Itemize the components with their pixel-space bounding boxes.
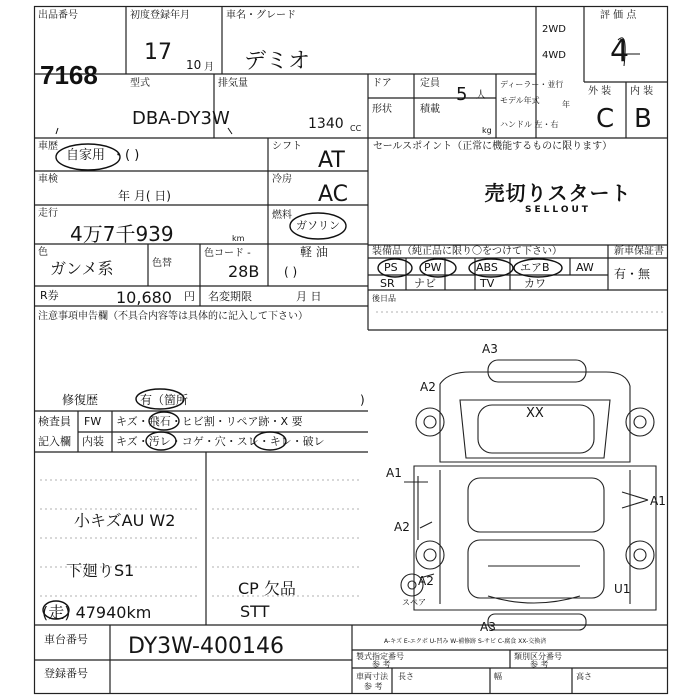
capacity-unit: 人 bbox=[476, 90, 486, 101]
inspector-row2: キズ・汚レ・コゲ・穴・スレ・キレ・破レ bbox=[116, 435, 325, 448]
note-missing-part: CP 欠品 bbox=[238, 579, 296, 598]
inspector-row1: キズ・飛石・ヒビ割・リペア跡・X 要 bbox=[116, 415, 303, 428]
recycle-yen: 円 bbox=[184, 290, 195, 303]
vehicle-dims-label: 車両寸法 bbox=[356, 672, 388, 681]
class-number-label: 類別区分番号 bbox=[514, 652, 562, 661]
note-stt: STT bbox=[240, 602, 270, 621]
sellout-stamp-en: SELLOUT bbox=[525, 205, 591, 215]
registration-number-label: 登録番号 bbox=[44, 667, 88, 680]
inspector-row2-head: 内装 bbox=[82, 435, 104, 448]
equip-abs: ABS bbox=[476, 261, 498, 274]
inspector-row1-head: FW bbox=[84, 415, 102, 428]
car-name: デミオ bbox=[244, 49, 311, 74]
sellout-stamp-text: 売切りスタート bbox=[484, 181, 632, 205]
shaken-label: 車検 bbox=[38, 174, 58, 185]
name-change-date: 月 日 bbox=[296, 290, 322, 303]
lot-number-label: 出品番号 bbox=[38, 10, 78, 21]
color-code-label: 色コード - bbox=[204, 248, 251, 259]
mileage: 4万7千939 bbox=[70, 222, 174, 246]
registration-year: 17 bbox=[144, 40, 172, 65]
load-unit: kg bbox=[482, 126, 492, 135]
inspector-label: 検査員 bbox=[38, 415, 71, 428]
recycle-fee: 10,680 bbox=[116, 288, 172, 307]
shaken-date: 年 月( 日) bbox=[118, 189, 171, 203]
load-label: 積載 bbox=[420, 104, 440, 115]
overall-score: 4 bbox=[610, 34, 630, 69]
sellout-stamp bbox=[478, 181, 638, 221]
equip-tv: TV bbox=[480, 277, 495, 290]
class-number-ref: 参 考 bbox=[530, 660, 549, 669]
diesel-option: 軽 油 bbox=[300, 245, 328, 259]
chassis-number-label: 車台番号 bbox=[44, 633, 88, 646]
score-label: 評 価 点 bbox=[600, 10, 637, 21]
handle-label: ハンドル 左・右 bbox=[500, 120, 559, 129]
warranty-label: 新車保証書 bbox=[614, 246, 664, 257]
mark-a1-right: A1 bbox=[650, 494, 666, 508]
car-history-other: ・( ) bbox=[112, 148, 140, 163]
damage-legend: A-キズ E-エクボ U-凹み W-補修跡 S-サビ C-腐食 XX-交換済 bbox=[384, 638, 547, 645]
selling-points-label: セールスポイント（正常に機能するものに限ります） bbox=[373, 141, 613, 152]
notes-label: 注意事項申告欄（不具合内容等は具体的に記入して下さい） bbox=[38, 311, 308, 322]
color-label: 色 bbox=[38, 247, 48, 258]
exterior-label: 外 装 bbox=[588, 86, 612, 97]
color-change-label: 色替 bbox=[152, 258, 172, 269]
car-history-value: 自家用 bbox=[66, 148, 106, 163]
model-code: DBA-DY3W bbox=[132, 108, 230, 129]
model-type-label: 型式 bbox=[130, 78, 150, 89]
capacity: 5 bbox=[456, 84, 468, 105]
fuel-label: 燃料 bbox=[272, 210, 292, 221]
lot-number: 7168 bbox=[40, 60, 98, 90]
note-scratch: 小キズAU W2 bbox=[74, 511, 176, 530]
dealer-label: ディーラー・並行 bbox=[500, 80, 564, 89]
color-code: 28B bbox=[228, 262, 260, 281]
width-label: 幅 bbox=[494, 672, 502, 681]
fuel: ガソリン bbox=[296, 219, 340, 232]
car-history-label: 車歴 bbox=[38, 141, 58, 152]
equipment-label: 装備品（純正品に限り〇をつけて下さい） bbox=[372, 246, 562, 257]
exterior-grade: C bbox=[596, 104, 615, 134]
recycle-label: R券 bbox=[40, 289, 59, 302]
mark-u1-rear-right: U1 bbox=[614, 582, 631, 596]
ac-label: 冷房 bbox=[272, 174, 292, 185]
name-change-label: 名変期限 bbox=[208, 290, 252, 303]
equip-ps: PS bbox=[384, 261, 398, 274]
registration-month: 10 bbox=[186, 58, 202, 72]
height-label: 高さ bbox=[576, 672, 592, 681]
mark-a1-left: A1 bbox=[386, 466, 402, 480]
equip-navi: ナビ bbox=[414, 277, 436, 290]
equip-pw: PW bbox=[424, 261, 442, 274]
capacity-label: 定員 bbox=[420, 78, 440, 89]
mileage-label: 走行 bbox=[38, 208, 58, 219]
first-registration-label: 初度登録年月 bbox=[130, 10, 190, 21]
mark-xx-hood: XX bbox=[526, 406, 544, 421]
legal-spec-ref: 参 考 bbox=[372, 660, 391, 669]
legal-spec-label: 製式指定番号 bbox=[356, 652, 404, 661]
repair-history-close: ) bbox=[360, 393, 365, 407]
length-label: 長さ bbox=[398, 672, 414, 681]
mark-a2-left-door: A2 bbox=[394, 520, 410, 534]
interior-grade: B bbox=[634, 104, 652, 134]
back-order-label: 後日品 bbox=[372, 294, 396, 303]
car-name-label: 車名・グレード bbox=[226, 10, 296, 21]
model-year-unit: 年 bbox=[562, 100, 570, 109]
mark-a3-rear: A3 bbox=[480, 620, 496, 634]
drive-4wd: 4WD bbox=[542, 50, 566, 61]
repair-history-label: 修復歴 bbox=[62, 393, 99, 407]
spare-label: スペア bbox=[402, 598, 426, 607]
mileage-unit: km bbox=[232, 234, 245, 243]
mark-a3-front: A3 bbox=[482, 342, 498, 356]
registration-month-unit: 月 bbox=[204, 62, 214, 73]
color: ガンメ系 bbox=[50, 259, 114, 278]
air-conditioning: AC bbox=[318, 182, 349, 207]
mark-a2-front-left: A2 bbox=[420, 380, 436, 394]
body-shape-label: 形状 bbox=[372, 104, 392, 115]
drive-2wd: 2WD bbox=[542, 24, 566, 35]
fuel-other: ( ) bbox=[284, 265, 298, 279]
shift-label: シフト bbox=[272, 141, 302, 152]
door-label: ドア bbox=[372, 78, 392, 89]
vehicle-dims-ref: 参 考 bbox=[364, 682, 383, 691]
mark-a2-rear-left: A2 bbox=[418, 574, 434, 588]
displacement-unit: CC bbox=[350, 124, 362, 133]
equip-sr: SR bbox=[380, 277, 395, 290]
shift: AT bbox=[318, 148, 345, 173]
equip-airbag: エアB bbox=[520, 261, 550, 274]
equip-aw: AW bbox=[576, 261, 594, 274]
model-year-label: モデル年式 bbox=[500, 96, 540, 105]
repair-history-value: 有（箇所 bbox=[140, 393, 189, 407]
note-undercarriage: 下廻りS1 bbox=[66, 561, 135, 580]
displacement-label: 排気量 bbox=[218, 78, 248, 89]
displacement: 1340 bbox=[308, 116, 344, 132]
note-mileage: (走) 47940km bbox=[42, 603, 152, 622]
chassis-number: DY3W-400146 bbox=[128, 634, 284, 659]
equip-leather: カワ bbox=[524, 277, 546, 290]
warranty-value: 有・無 bbox=[614, 267, 651, 281]
interior-label: 内 装 bbox=[630, 86, 654, 97]
inspector-entry-label: 記入欄 bbox=[38, 435, 71, 448]
